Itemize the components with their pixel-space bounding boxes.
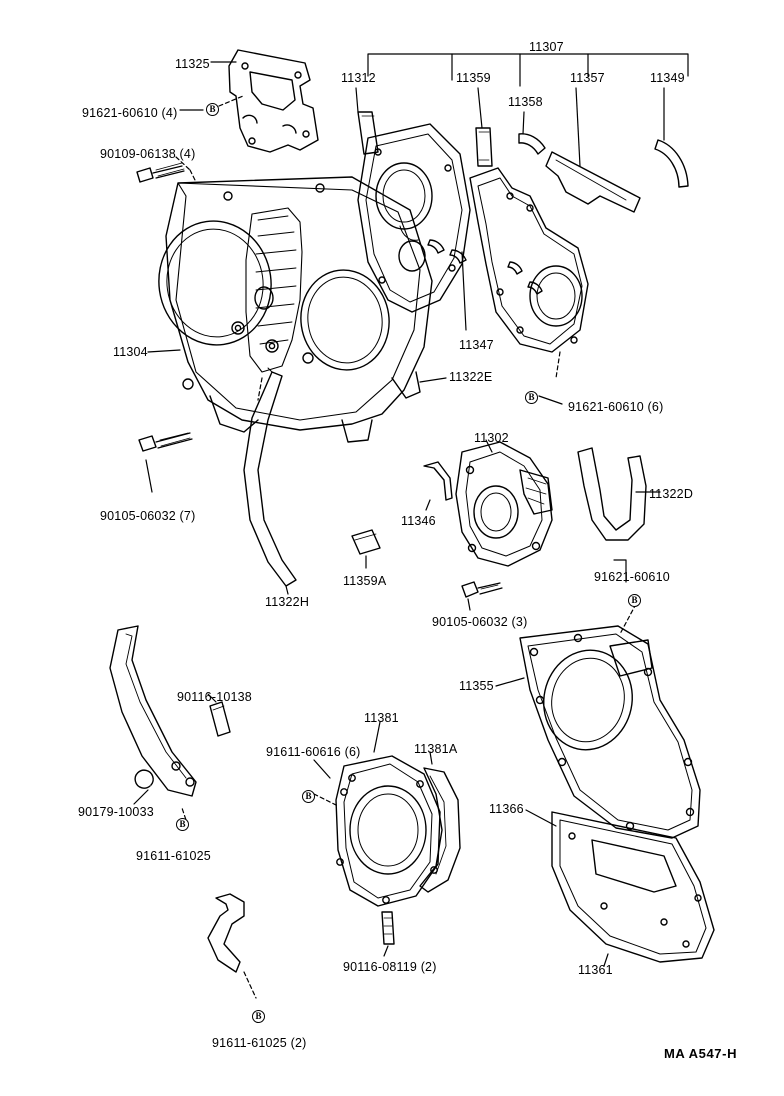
part-label-11322E: 11322E <box>449 370 493 384</box>
bolt-marker-icon: B <box>252 1010 265 1023</box>
part-label-11347: 11347 <box>459 338 494 352</box>
bolt-marker-icon: B <box>176 818 189 831</box>
part-label-91611-60616-6: 91611-60616 (6) <box>266 745 361 759</box>
part-label-11302: 11302 <box>474 431 509 445</box>
drawing-code: MA A547-H <box>664 1046 738 1061</box>
part-label-11359: 11359 <box>456 71 491 85</box>
part-label-11361: 11361 <box>578 963 613 977</box>
part-label-11322H: 11322H <box>265 595 310 609</box>
part-label-90105-06032-7: 90105-06032 (7) <box>100 509 196 523</box>
part-label-90116-08119-2: 90116-08119 (2) <box>343 960 437 974</box>
bolt-marker-icon: B <box>302 790 315 803</box>
part-label-11355: 11355 <box>459 679 494 693</box>
part-label-91621-60610-6: 91621-60610 (6) <box>568 400 664 414</box>
part-label-11312: 11312 <box>341 71 376 85</box>
part-label-11381A: 11381A <box>414 742 458 756</box>
part-label-11322D: 11322D <box>649 487 694 501</box>
bolt-marker-icon: B <box>628 594 641 607</box>
bolt-marker-icon: B <box>206 103 219 116</box>
part-label-91611-61025-2: 91611-61025 (2) <box>212 1036 307 1050</box>
part-label-11366: 11366 <box>489 802 524 816</box>
bolt-marker-icon: B <box>525 391 538 404</box>
part-label-91621-60610: 91621-60610 <box>594 570 670 584</box>
part-label-11307: 11307 <box>529 40 564 54</box>
part-label-91611-61025: 91611-61025 <box>136 849 211 863</box>
part-label-11359A: 11359A <box>343 574 387 588</box>
part-label-90109-06138-4: 90109-06138 (4) <box>100 147 196 161</box>
part-label-11346: 11346 <box>401 514 436 528</box>
part-label-11304: 11304 <box>113 345 148 359</box>
part-label-90179-10033: 90179-10033 <box>78 805 154 819</box>
part-label-91621-60610-4: 91621-60610 (4) <box>82 106 178 120</box>
part-label-11381: 11381 <box>364 711 399 725</box>
part-label-90116-10138: 90116-10138 <box>177 690 252 704</box>
part-label-11358: 11358 <box>508 95 543 109</box>
part-label-11349: 11349 <box>650 71 685 85</box>
part-label-11357: 11357 <box>570 71 605 85</box>
part-label-90105-06032-3: 90105-06032 (3) <box>432 615 528 629</box>
part-label-11325: 11325 <box>175 57 210 71</box>
